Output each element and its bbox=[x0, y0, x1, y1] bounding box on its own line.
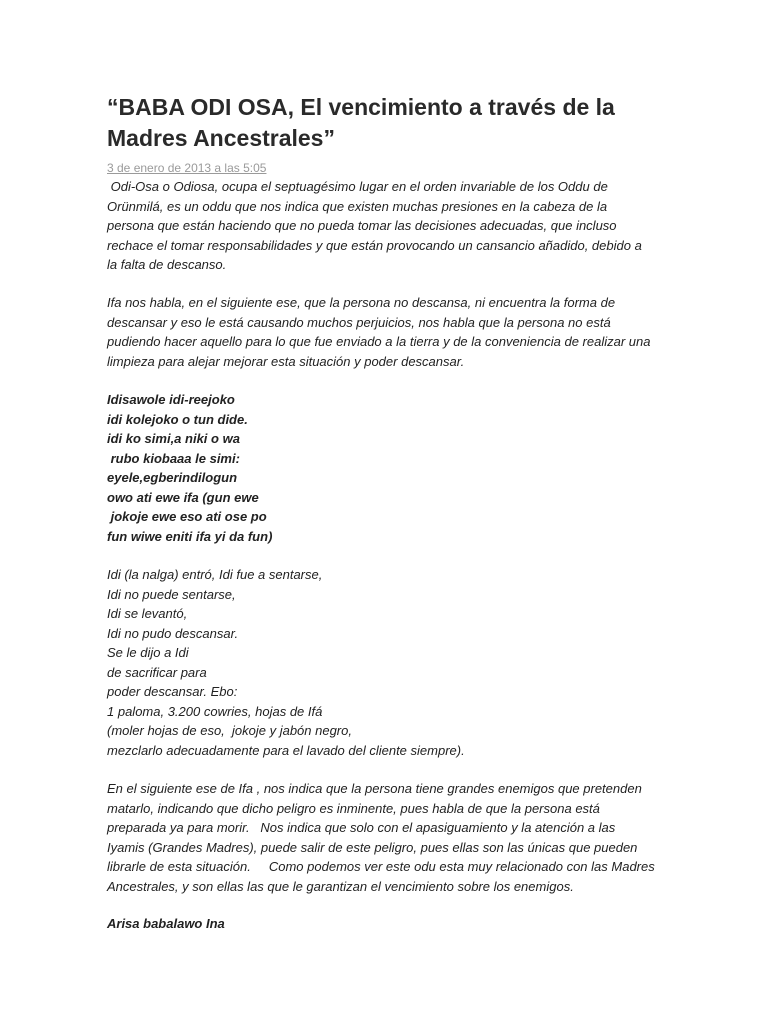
verse-line: owo ati ewe ifa (gun ewe bbox=[107, 489, 259, 505]
translation-line: 1 paloma, 3.200 cowries, hojas de Ifá bbox=[107, 703, 323, 719]
paragraph-line: En el siguiente ese de Ifa , nos indica que la persona tiene grandes enemigos que pretenden bbox=[107, 781, 642, 796]
title-line: Madres Ancestrales” bbox=[107, 125, 335, 151]
paragraph-line: pudiendo hacer aquello para lo que fue enviado a la tierra y de la conveniencia de realizar una bbox=[107, 334, 651, 349]
paragraph-line: Iyamis (Grandes Madres), puede salir de este peligro, pues ellas son las únicas que pueden bbox=[107, 839, 638, 855]
paragraph-line: rechace el tomar responsabilidades y que están provocando un cansancio añadido, debido a bbox=[107, 237, 642, 253]
verse-line: Arisa babalawo Ina bbox=[107, 916, 225, 931]
paragraph-line: matarlo, indicando que dicho peligro es inminente, pues habla de que la persona está bbox=[107, 800, 600, 816]
paragraph-line: preparada ya para morir. Nos indica que solo con el apasiguamiento y la atención a las bbox=[107, 820, 616, 835]
verse-line: idi ko simi,a niki o wa bbox=[107, 431, 240, 446]
translation-line: Idi se levantó, bbox=[107, 606, 188, 621]
verse-line: rubo kiobaaa le simi: bbox=[107, 450, 240, 466]
verse-line: Idisawole idi-reejoko bbox=[107, 392, 235, 407]
verse-line: idi kolejoko o tun dide. bbox=[107, 411, 248, 427]
translation-line: Se le dijo a Idi bbox=[107, 645, 189, 660]
translation-line: de sacrificar para bbox=[107, 664, 207, 680]
paragraph-line: Ifa nos habla, en el siguiente ese, que la persona no descansa, ni encuentra la forma de bbox=[107, 295, 616, 310]
translation-line: mezclarlo adecuadamente para el lavado del cliente siempre). bbox=[107, 742, 465, 758]
paragraph-line: Orünmilá, es un oddu que nos indica que existen muchas presiones en la cabeza de la bbox=[107, 198, 608, 214]
paragraph-line: limpieza para alejar mejorar esta situación y poder descansar. bbox=[107, 353, 465, 369]
translation-line: Idi no pudo descansar. bbox=[107, 625, 239, 641]
paragraph-line: librarle de esta situación. Como podemos ver este odu esta muy relacionado con las Madres bbox=[107, 859, 655, 874]
paragraph-line: Odi-Osa o Odiosa, ocupa el septuagésimo lugar en el orden invariable de los Oddu de bbox=[107, 179, 608, 194]
translation-line: (moler hojas de eso, jokoje y jabón negro, bbox=[107, 723, 352, 738]
translation-line: poder descansar. Ebo: bbox=[107, 684, 238, 699]
verse-line: fun wiwe eniti ifa yi da fun) bbox=[107, 528, 273, 544]
paragraph-line: persona que están haciendo que no pueda tomar las decisiones adecuadas, que incluso bbox=[107, 218, 617, 233]
translation-line: Idi (la nalga) entró, Idi fue a sentarse, bbox=[107, 567, 323, 582]
title-line: “BABA ODI OSA, El vencimiento a través de la bbox=[107, 94, 615, 120]
translation-line: Idi no puede sentarse, bbox=[107, 586, 236, 602]
paragraph-line: descansar y eso le está causando muchos perjuicios, nos habla que la persona no está bbox=[107, 314, 611, 330]
verse-line: eyele,egberindilogun bbox=[107, 470, 238, 485]
paragraph-line: la falta de descanso. bbox=[107, 257, 227, 272]
paragraph-line: Ancestrales, y son ellas las que le garantizan el vencimiento sobre los enemigos. bbox=[107, 878, 574, 894]
verse-line: jokoje ewe eso ati ose po bbox=[107, 509, 267, 524]
post-date-link[interactable]: 3 de enero de 2013 a las 5:05 bbox=[107, 161, 267, 175]
article-title bbox=[107, 92, 667, 154]
